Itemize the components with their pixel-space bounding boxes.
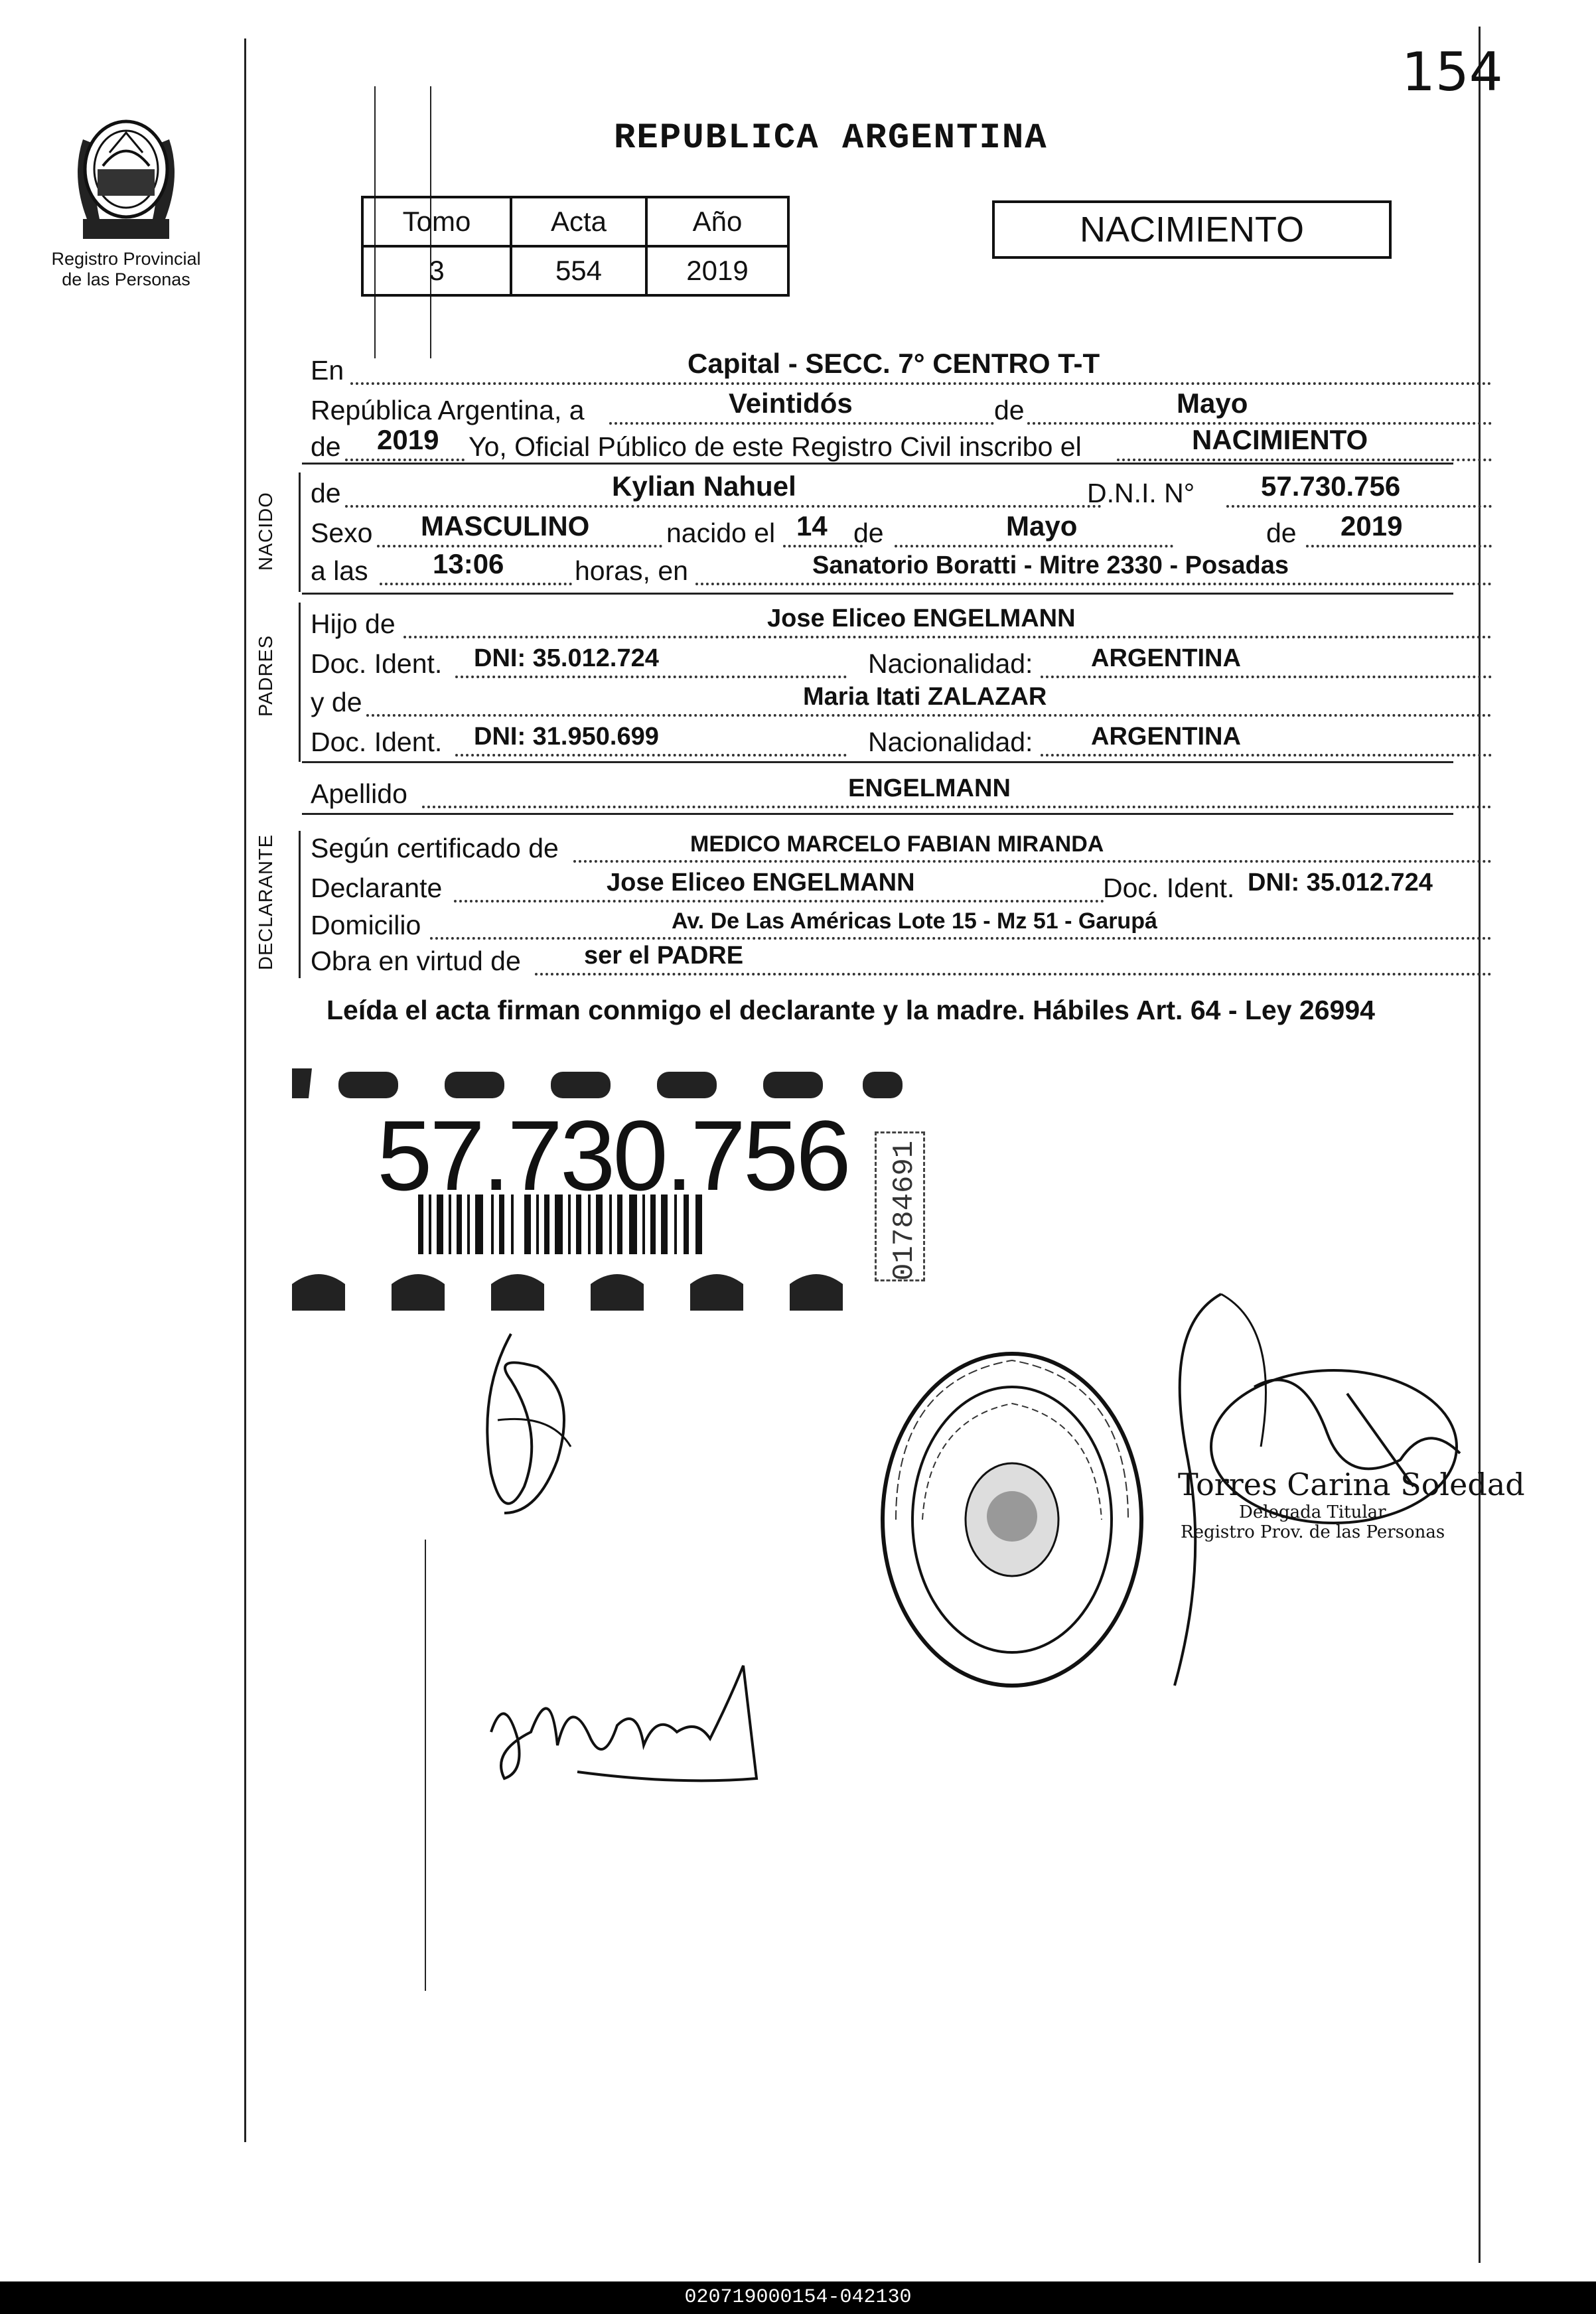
document-title: REPUBLICA ARGENTINA bbox=[614, 118, 1048, 159]
doc-label: Doc. Ident. bbox=[1103, 873, 1235, 903]
page-number: 154 bbox=[1402, 41, 1503, 103]
a-las-label: a las bbox=[311, 555, 368, 586]
separator bbox=[302, 813, 1453, 815]
father-nationality: ARGENTINA bbox=[1091, 644, 1241, 672]
logo-caption-line1: Registro Provincial bbox=[51, 249, 201, 269]
inscribe-type: NACIMIENTO bbox=[1192, 424, 1368, 455]
de-label: de bbox=[311, 478, 341, 508]
apellido-value: ENGELMANN bbox=[848, 774, 1011, 802]
footer-code: 020719000154-042130 bbox=[0, 2281, 1596, 2314]
legal-text: Leída el acta firman conmigo el declarante y la madre. Hábiles Art. 64 - Ley 26994 bbox=[326, 995, 1375, 1025]
row-apellido bbox=[311, 775, 1452, 812]
birth-day: 14 bbox=[796, 510, 828, 542]
mother-signature-icon bbox=[478, 1652, 770, 1798]
year-prefix: de bbox=[311, 431, 341, 462]
child-name: Kylian Nahuel bbox=[612, 470, 796, 502]
row-obra bbox=[311, 942, 1452, 979]
row-father bbox=[311, 605, 1452, 642]
dni-label: D.N.I. N° bbox=[1087, 478, 1195, 508]
inscribe-text: Yo, Oficial Público de este Registro Civil inscribo el bbox=[469, 431, 1082, 462]
table-header: Acta bbox=[511, 197, 646, 246]
row-nacido-sexo bbox=[311, 510, 1452, 551]
republic-label: República Argentina, a bbox=[311, 395, 585, 425]
obra-value: ser el PADRE bbox=[584, 942, 744, 970]
registrar-role: Delegada Titular bbox=[1239, 1502, 1386, 1522]
de-label: de bbox=[994, 395, 1025, 425]
row-declarante bbox=[311, 869, 1452, 906]
place-value: Capital - SECC. 7° CENTRO T-T bbox=[688, 348, 1100, 379]
padres-bracket bbox=[299, 603, 301, 762]
registrar-org: Registro Prov. de las Personas bbox=[1181, 1522, 1445, 1542]
logo-caption-line2: de las Personas bbox=[62, 269, 190, 289]
official-stamp-icon bbox=[869, 1340, 1161, 1712]
birth-month: Mayo bbox=[1006, 510, 1078, 542]
de-label3: de bbox=[1266, 518, 1297, 548]
certificado-value: MEDICO MARCELO FABIAN MIRANDA bbox=[690, 832, 1104, 857]
declarante-name: Jose Eliceo ENGELMANN bbox=[607, 869, 915, 897]
row-father-doc bbox=[311, 645, 1452, 682]
left-margin-line bbox=[244, 38, 246, 2142]
child-dni: 57.730.756 bbox=[1261, 470, 1401, 502]
registry-logo bbox=[40, 100, 212, 290]
separator bbox=[302, 761, 1453, 763]
nacionalidad-label: Nacionalidad: bbox=[868, 648, 1033, 679]
en-label: En bbox=[311, 355, 344, 386]
day-value: Veintidós bbox=[729, 388, 853, 419]
birth-year: 2019 bbox=[1341, 510, 1403, 542]
horas-label: horas, en bbox=[575, 555, 688, 586]
nacido-label: nacido el bbox=[666, 518, 776, 548]
apellido-label: Apellido bbox=[311, 778, 407, 809]
domicilio-label: Domicilio bbox=[311, 910, 421, 940]
separator bbox=[302, 593, 1453, 595]
declarante-bracket bbox=[299, 831, 301, 978]
month-value: Mayo bbox=[1177, 388, 1248, 419]
registrar-name: Torres Carina Soledad bbox=[1178, 1467, 1525, 1502]
row-mother-doc bbox=[311, 723, 1452, 760]
row-date bbox=[311, 388, 1452, 429]
declarante-doc: DNI: 35.012.724 bbox=[1248, 869, 1433, 897]
nacionalidad-label: Nacionalidad: bbox=[868, 727, 1033, 757]
birth-place: Sanatorio Boratti - Mitre 2330 - Posadas bbox=[812, 551, 1289, 579]
obra-label: Obra en virtud de bbox=[311, 946, 521, 976]
year-value: 2019 bbox=[377, 424, 439, 455]
row-nacido-name bbox=[311, 470, 1452, 512]
table-header: Tomo bbox=[362, 197, 511, 246]
declarant-signature-icon bbox=[451, 1314, 624, 1540]
row-mother bbox=[311, 684, 1452, 721]
row-nacido-time bbox=[311, 548, 1452, 589]
hijo-label: Hijo de bbox=[311, 609, 396, 639]
row-place bbox=[311, 348, 1452, 389]
sticker-serial: 01784691 bbox=[888, 1140, 921, 1281]
dni-sticker bbox=[292, 1065, 949, 1311]
domicilio-value: Av. De Las Américas Lote 15 - Mz 51 - Garupá bbox=[672, 908, 1157, 934]
father-doc: DNI: 35.012.724 bbox=[474, 644, 659, 672]
row-domicilio bbox=[311, 906, 1452, 944]
nacido-bracket bbox=[299, 472, 301, 592]
sexo-label: Sexo bbox=[311, 518, 373, 548]
table-cell-acta: 554 bbox=[511, 246, 646, 295]
mother-nationality: ARGENTINA bbox=[1091, 723, 1241, 751]
doc-label: Doc. Ident. bbox=[311, 648, 443, 679]
table-cell-anio: 2019 bbox=[646, 246, 788, 295]
doc-label: Doc. Ident. bbox=[311, 727, 443, 757]
row-certificado bbox=[311, 830, 1452, 867]
declarante-label: Declarante bbox=[311, 873, 443, 903]
de-label2: de bbox=[853, 518, 884, 548]
sticker-number: 57.730.756 bbox=[377, 1100, 849, 1211]
segun-label: Según certificado de bbox=[311, 833, 559, 863]
y-de-label: y de bbox=[311, 687, 362, 717]
padres-section-label: PADRES bbox=[255, 634, 277, 717]
declarante-section-label: DECLARANTE bbox=[255, 834, 277, 970]
birth-time: 13:06 bbox=[433, 548, 504, 579]
separator bbox=[302, 463, 1453, 465]
record-table bbox=[361, 196, 790, 297]
record-type-box: NACIMIENTO bbox=[992, 200, 1392, 259]
sexo-value: MASCULINO bbox=[421, 510, 590, 542]
mother-name: Maria Itati ZALAZAR bbox=[803, 683, 1047, 711]
right-margin-line bbox=[1479, 27, 1481, 2263]
province-seal-icon bbox=[63, 100, 189, 246]
table-header: Año bbox=[646, 197, 788, 246]
table-cell-tomo: 3 bbox=[362, 246, 511, 295]
mother-doc: DNI: 31.950.699 bbox=[474, 723, 659, 751]
fold-line-3 bbox=[425, 1540, 426, 1991]
row-inscribe bbox=[311, 424, 1452, 465]
father-name: Jose Eliceo ENGELMANN bbox=[767, 605, 1076, 632]
registrar-block bbox=[1178, 1467, 1525, 1542]
nacido-section-label: NACIDO bbox=[255, 492, 277, 571]
